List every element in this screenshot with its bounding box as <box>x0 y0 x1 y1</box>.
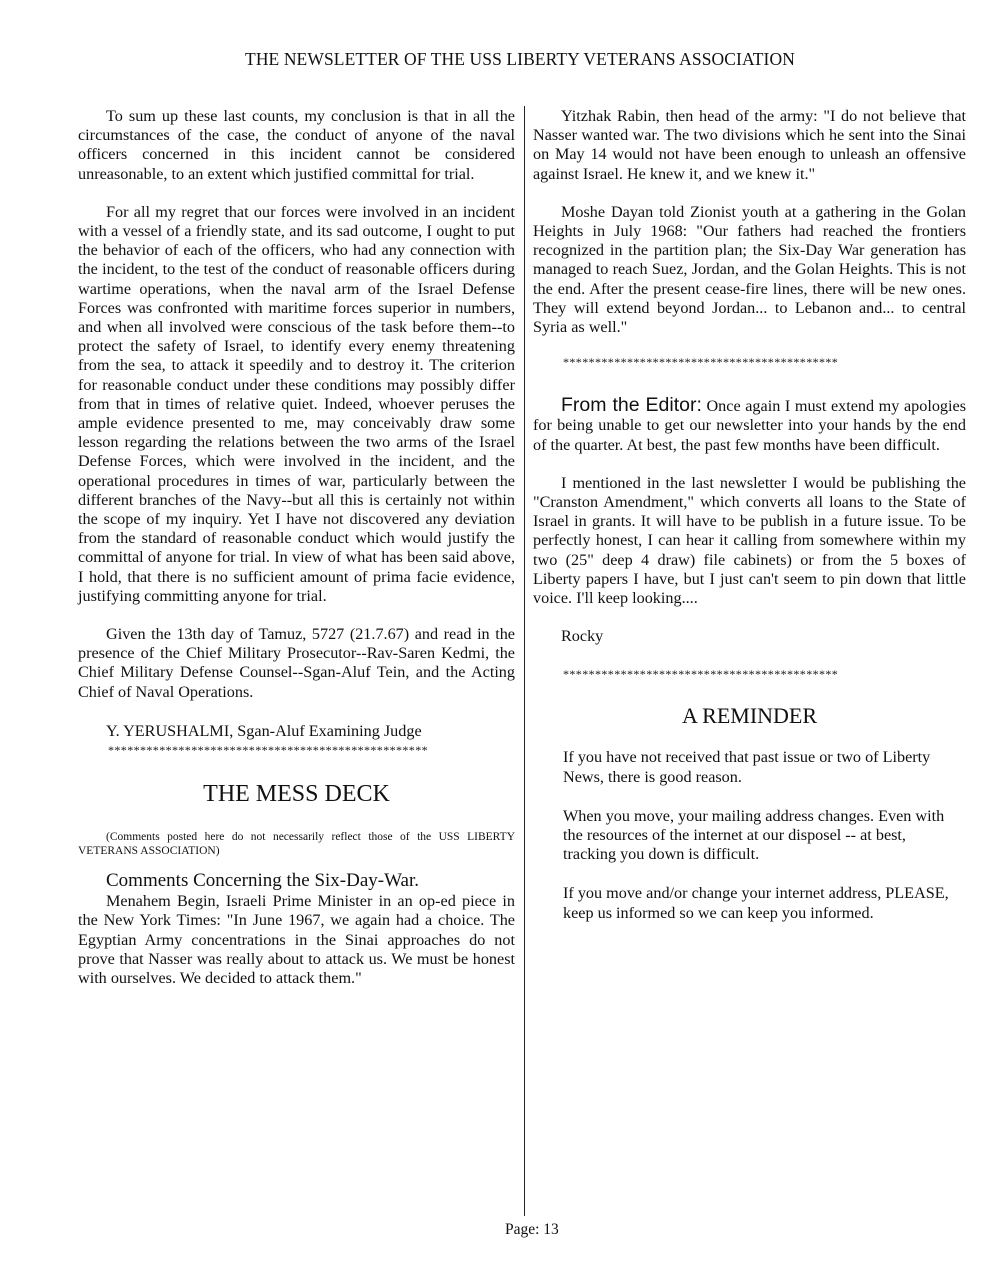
reminder-paragraph: When you move, your mailing address changes. Even with the resources of the internet at our disposel -- at best, tracking you down is difficult. <box>563 806 945 864</box>
star-divider: ******************************************* <box>563 668 839 681</box>
dayan-quote-paragraph: Moshe Dayan told Zionist youth at a gathering in the Golan Heights in July 1968: "Our fathers had reached the frontiers recognized in the partition plan; the Six-Day War generation has managed to reach Suez, Jordan, and the Golan Heights. This is not the end. After the present cease-fire lines, there will be new ones. They will extend beyond Jordan... to Lebanon and... to central Syria as well." <box>533 202 966 337</box>
begin-quote-paragraph: Menahem Begin, Israeli Prime Minister in an op-ed piece in the New York Times: "In June 1967, we again had a choice. The Egyptian Army concentrations in the Sinai approaches do not prove that Nasser was really about to attack us. We must be honest with ourselves. We decided to attack them." <box>78 892 515 987</box>
mess-deck-title: THE MESS DECK <box>203 781 390 808</box>
reminder-title: A REMINDER <box>681 703 818 729</box>
newsletter-header: THE NEWSLETTER OF THE USS LIBERTY VETERANS ASSOCIATION <box>245 49 795 69</box>
star-divider: ************************************************** <box>108 744 428 757</box>
given-paragraph: Given the 13th day of Tamuz, 5727 (21.7.67) and read in the presence of the Chief Military Prosecutor--Rav-Saren Kedmi, the Chief Military Defense Counsel--Sgan-Aluf Tein, and the Acting Chief of Naval Operations. <box>78 625 515 701</box>
reminder-block <box>533 748 963 922</box>
comments-heading: Comments Concerning the Six-Day-War. <box>106 870 419 892</box>
column-divider <box>524 106 525 1216</box>
conclusion-paragraph: To sum up these last counts, my conclusion is that in all the circumstances of the case, the conduct of anyone of the naval officers concerned in this incident cannot be considered unreasonable, to an extent which justified committal for trial. <box>78 107 515 183</box>
page-number: Page: 13 <box>505 1221 559 1238</box>
signature-line: Y. YERUSHALMI, Sgan-Aluf Examining Judge <box>106 721 422 740</box>
regret-paragraph: For all my regret that our forces were involved in an incident with a vessel of a friendly state, and its sad outcome, I ought to put the behavior of each of the officers, who had any connection with the incident, to the test of the conduct of reasonable officers during wartime operations, when the naval arm of the Israel Defense Forces was confronted with maritime forces superior in numbers, and when all involved were conscious of the task before them--to protect the safety of Israel, to identify every enemy threatening from the sea, to attack it speedily and to destroy it. The criterion for reasonable conduct under these conditions may possibly differ from that in times of relative quiet. Indeed, whoever peruses the ample evidence presented to me, may conceivably draw some lesson regarding the relations between the two arms of the Israel Defense Forces, which were involved in the incident, and the operational procedures in times of war, particularly between the different branches of the Navy--but all this is certainly not within the scope of my inquiry. Yet I have not discovered any deviation from the standard of reasonable conduct which would justify the committal of anyone for trial. In view of what has been said above, I hold, that there is no sufficient amount of prima facie evidence, justifying committing anyone for trial. <box>78 202 515 605</box>
star-divider: ******************************************* <box>563 356 839 369</box>
editor-signature: Rocky <box>561 627 604 646</box>
editor-paragraph <box>533 396 966 455</box>
reminder-paragraph: If you have not received that past issue or two of Liberty News, there is good reason. <box>563 748 931 786</box>
cranston-paragraph: I mentioned in the last newsletter I would be publishing the "Cranston Amendment," which converts all loans to the State of Israel in grants. It will have to be publish in a future issue. To be perfectly honest, I can hear it calling from somewhere within my two (25" deep 4 draw) file cabinets) or from the 5 boxes of Liberty papers I have, but I just can't seem to pin down that little voice. I'll keep looking.... <box>533 473 966 608</box>
editor-text: Once again I must extend my apologies for being unable to get our newsletter into your hands by the end of the quarter. At best, the past few months have been difficult. <box>533 397 966 454</box>
editor-heading: From the Editor: <box>561 394 702 417</box>
right-column <box>533 107 966 943</box>
rabin-quote-paragraph: Yitzhak Rabin, then head of the army: "I do not believe that Nasser wanted war. The two divisions which he sent into the Sinai on May 14 would not have been enough to unleash an offensive against Israel. He knew it, and we knew it." <box>533 107 966 183</box>
left-column <box>78 107 515 1007</box>
reminder-paragraph: If you move and/or change your internet address, PLEASE, keep us informed so we can keep you informed. <box>563 884 949 922</box>
disclaimer-note: (Comments posted here do not necessarily reflect those of the USS LIBERTY VETERANS ASSOCIATION) <box>78 831 515 858</box>
